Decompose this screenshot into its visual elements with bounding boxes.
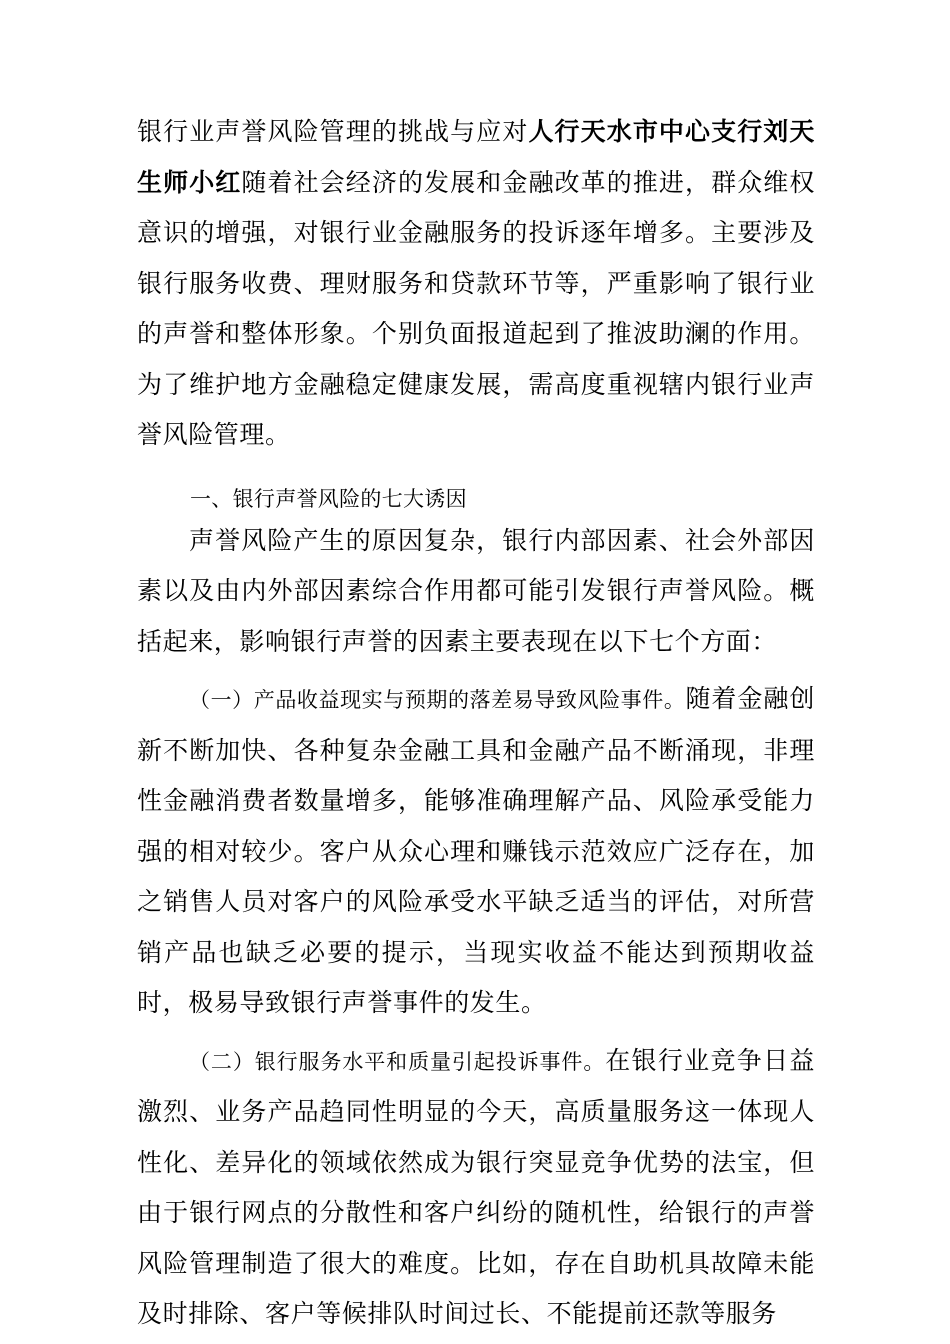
- author-names: 刘天生师小红: [137, 117, 815, 197]
- document-title: 银行业声誉风险管理的挑战与应对: [137, 117, 529, 146]
- item-2-body: 在银行业竞争日益激烈、业务产品趋同性明显的今天，高质量服务这一体现人性化、差异化的领域依然成为银行突显竞争优势的法宝，但由于银行网点的分散性和客户纠纷的随机性，给银行的声誉风险管理制造了很大的难度。比如，存在自助机具故障未能及时排除、客户等候排队时间过长、不能提前还款等服务: [137, 1045, 815, 1328]
- item-1-paragraph: [137, 674, 815, 1029]
- author-affiliation: 人行天水市中心支行: [528, 117, 764, 146]
- section-heading: 一、银行声誉风险的七大诱因: [190, 486, 467, 511]
- intro-paragraph: [137, 107, 815, 461]
- item-2-lead: （二）银行服务水平和质量引起投诉事件。: [189, 1049, 606, 1074]
- section-intro-paragraph: 声誉风险产生的原因复杂，银行内部因素、社会外部因素以及由内外部因素综合作用都可能引发银行声誉风险。概括起来，影响银行声誉的因素主要表现在以下七个方面：: [137, 525, 815, 656]
- item-1-body: 随着金融创新不断加快、各种复杂金融工具和金融产品不断涌现，非理性金融消费者数量增多，能够准确理解产品、风险承受能力强的相对较少。客户从众心理和赚钱示范效应广泛存在，加之销售人员对客户的风险承受水平缺乏适当的评估，对所营销产品也缺乏必要的提示，当现实收益不能达到预期收益时，极易导致银行声誉事件的发生。: [137, 684, 815, 1017]
- item-1-lead: （一）产品收益现实与预期的落差易导致风险事件。: [189, 688, 686, 712]
- item-2-paragraph: [137, 1036, 815, 1340]
- intro-text: 随着社会经济的发展和金融改革的推进，群众维权意识的增强，对银行业金融服务的投诉逐年增多。主要涉及银行服务收费、理财服务和贷款环节等，严重影响了银行业的声誉和整体形象。个别负面报道起到了推波助澜的作用。为了维护地方金融稳定健康发展，需高度重视辖内银行业声誉风险管理。: [137, 167, 816, 449]
- document-page: [137, 107, 815, 1340]
